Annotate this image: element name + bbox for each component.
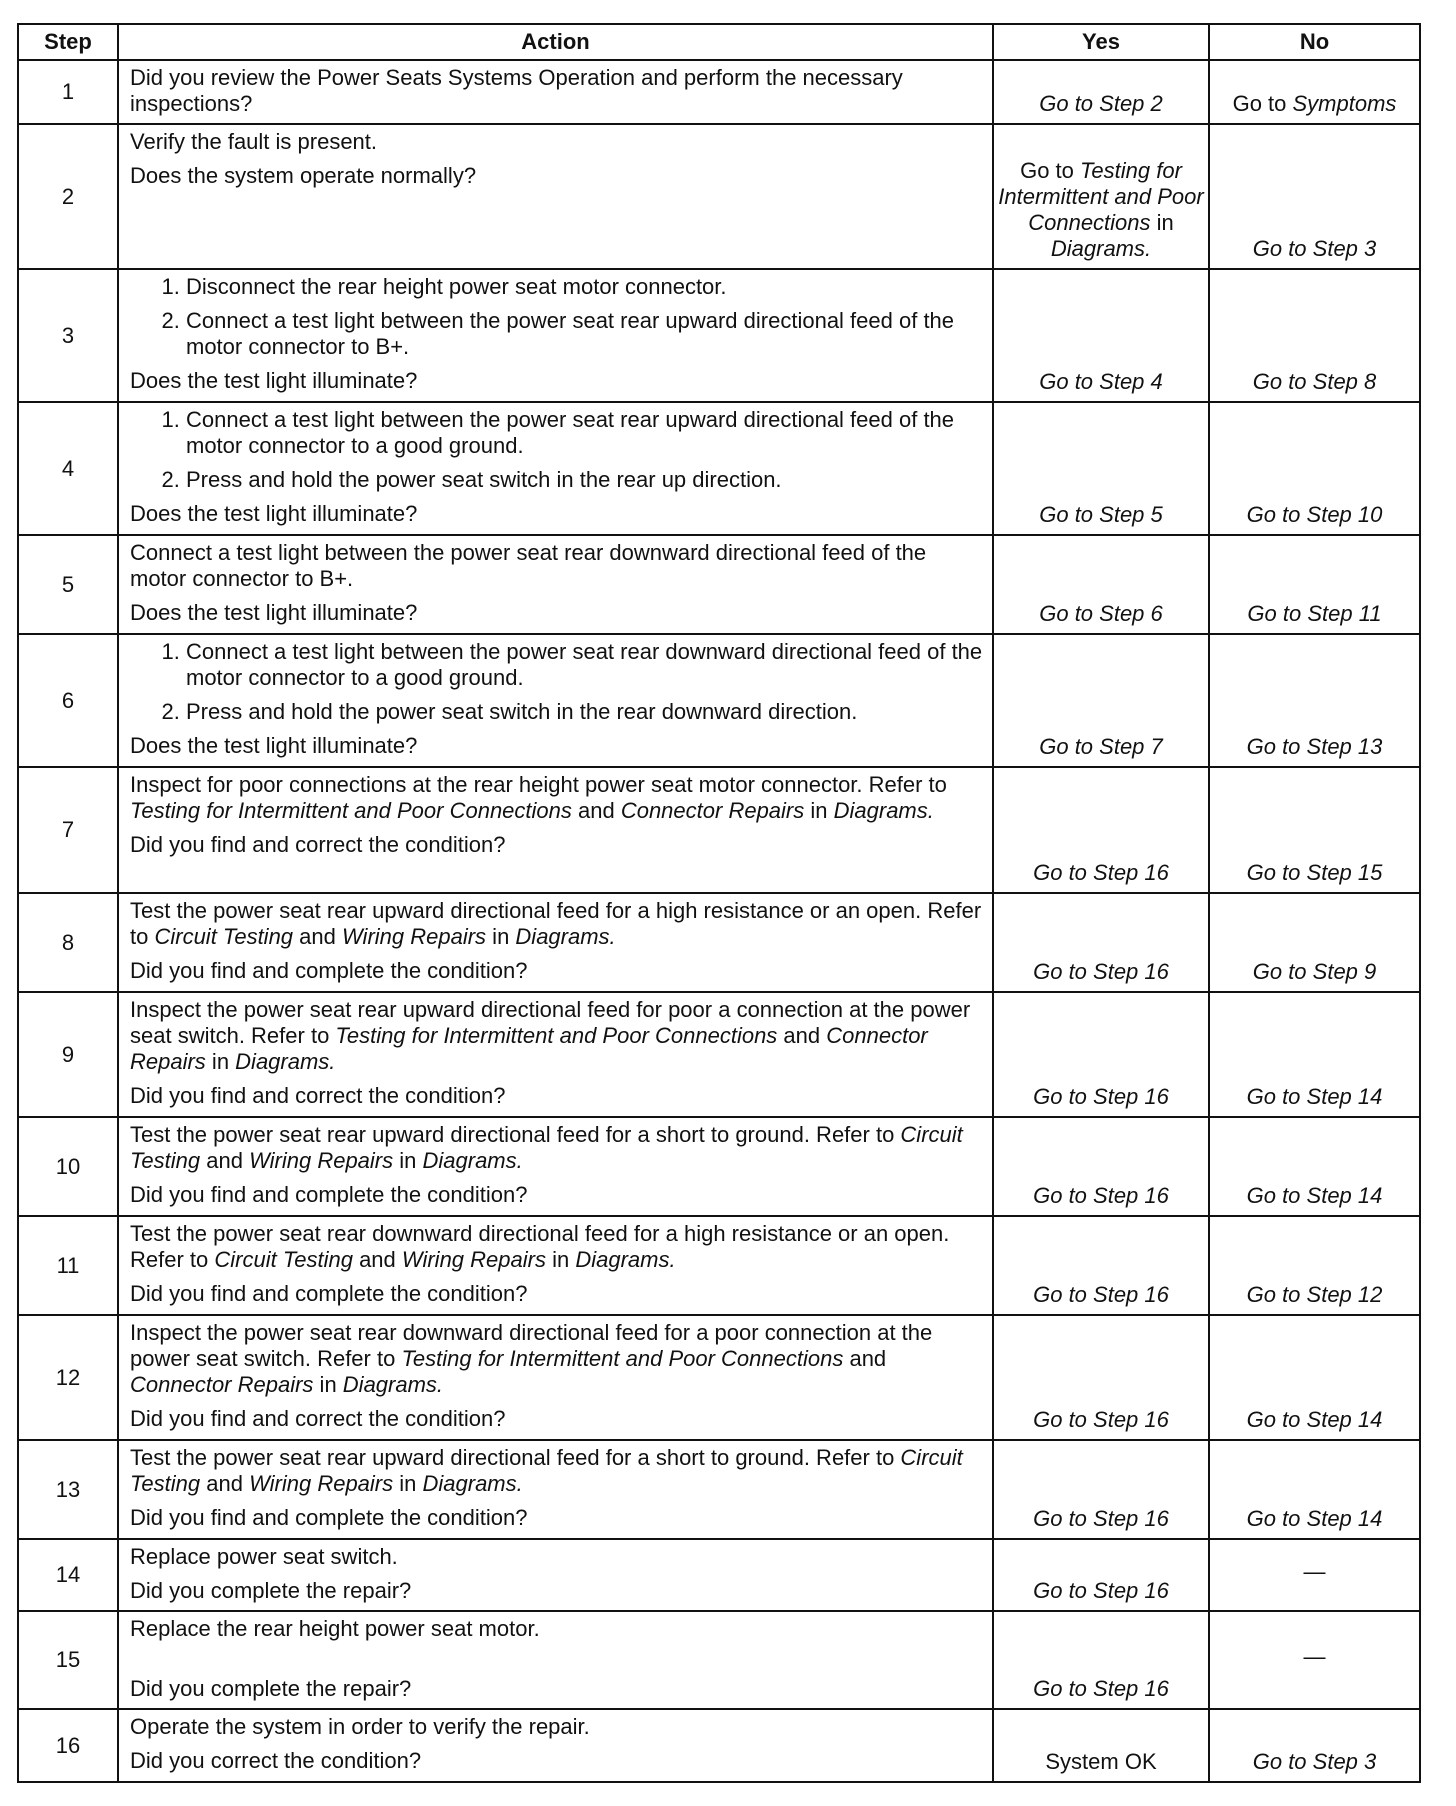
action-reference: Wiring Repairs xyxy=(401,1247,546,1272)
action-text-part: in xyxy=(545,1247,576,1272)
no-cell xyxy=(1209,60,1420,124)
step-number: 1 xyxy=(18,60,118,124)
action-question: Does the test light illuminate? xyxy=(130,501,418,526)
action-step: 1. Connect a test light between the power seat rear upward directional feed of the motor connector to a good ground. xyxy=(186,407,986,459)
action-text-part: Test the power seat rear upward directional feed for a short to ground. Refer to xyxy=(130,1122,901,1147)
no-result-ref: Symptoms xyxy=(1292,91,1397,116)
action-reference: Circuit Testing xyxy=(214,1247,353,1272)
no-cell xyxy=(1209,992,1420,1117)
action-text: Verify the fault is present. xyxy=(130,129,378,154)
yes-result: Go to Step 4 xyxy=(1039,369,1163,394)
yes-result: Go to Step 2 xyxy=(1039,91,1163,116)
no-result: Go to Step 9 xyxy=(1252,959,1377,984)
table-row xyxy=(18,767,1420,893)
action-step: 1. Connect a test light between the power seat rear downward directional feed of the motor connector to a good ground. xyxy=(186,639,986,691)
no-cell xyxy=(1209,767,1420,893)
no-result-prefix: Go to xyxy=(1232,91,1293,116)
action-text-part: Inspect the power seat rear downward directional feed for a poor connection at the power seat switch. Refer to xyxy=(130,1320,933,1371)
step-number: 5 xyxy=(18,535,118,634)
yes-result: Go to Step 7 xyxy=(1039,734,1163,759)
no-result: Go to Step 8 xyxy=(1252,369,1377,394)
action-cell xyxy=(118,634,993,767)
action-reference: Testing for Intermittent and Poor Connections xyxy=(401,1346,844,1371)
no-result: Go to Step 10 xyxy=(1246,502,1383,527)
table-row xyxy=(18,992,1420,1117)
yes-result-prefix: Go to xyxy=(1020,158,1080,183)
action-text xyxy=(130,772,986,824)
step-number: 4 xyxy=(18,402,118,535)
action-text-part: in xyxy=(486,924,516,949)
no-cell xyxy=(1209,402,1420,535)
action-step: 2. Press and hold the power seat switch in the rear up direction. xyxy=(186,467,986,493)
table-row xyxy=(18,124,1420,269)
action-cell xyxy=(118,269,993,402)
yes-cell xyxy=(993,1440,1209,1539)
header-yes: Yes xyxy=(993,24,1209,60)
action-reference: Wiring Repairs xyxy=(249,1148,394,1173)
action-text: Operate the system in order to verify the repair. xyxy=(130,1714,590,1739)
table-row xyxy=(18,634,1420,767)
action-reference: Circuit Testing xyxy=(130,1122,963,1173)
header-no: No xyxy=(1209,24,1420,60)
action-reference: Diagrams. xyxy=(235,1049,336,1074)
header-action: Action xyxy=(118,24,993,60)
no-result: — xyxy=(1303,1644,1326,1669)
step-number: 3 xyxy=(18,269,118,402)
table-row xyxy=(18,1611,1420,1709)
no-cell xyxy=(1209,1539,1420,1611)
yes-cell xyxy=(993,402,1209,535)
yes-cell xyxy=(993,1539,1209,1611)
yes-result: Go to Step 5 xyxy=(1039,502,1163,527)
action-question: Does the system operate normally? xyxy=(130,163,477,188)
action-steps xyxy=(130,274,986,360)
action-question: Does the test light illuminate? xyxy=(130,733,418,758)
action-text-part: Inspect the power seat rear upward directional feed for poor a connection at the power seat switch. Refer to xyxy=(130,997,971,1048)
action-reference: Testing for Intermittent and Poor Connections xyxy=(130,798,572,823)
action-text-part: and xyxy=(777,1023,827,1048)
action-reference: Testing for Intermittent and Poor Connections xyxy=(335,1023,778,1048)
action-question: Did you correct the condition? xyxy=(130,1748,422,1773)
table-row xyxy=(18,1440,1420,1539)
no-cell xyxy=(1209,1315,1420,1440)
step-number: 2 xyxy=(18,124,118,269)
action-step: 2. Connect a test light between the power seat rear upward directional feed of the motor connector to B+. xyxy=(186,308,986,360)
yes-result: Go to Step 16 xyxy=(1033,1183,1169,1208)
table-row xyxy=(18,535,1420,634)
action-question: Did you find and correct the condition? xyxy=(130,1083,506,1108)
action-text xyxy=(130,1221,986,1273)
action-cell xyxy=(118,1216,993,1315)
action-text-part: Test the power seat rear upward directional feed for a high resistance or an open. Refer to xyxy=(130,898,982,949)
action-text: Connect a test light between the power seat rear downward directional feed of the motor connector to B+. xyxy=(130,540,927,591)
action-text xyxy=(130,1445,986,1497)
action-text-part: in xyxy=(205,1049,236,1074)
yes-cell xyxy=(993,767,1209,893)
no-cell xyxy=(1209,124,1420,269)
action-reference: Wiring Repairs xyxy=(341,924,487,949)
step-number: 15 xyxy=(18,1611,118,1709)
action-steps xyxy=(130,639,986,725)
action-cell xyxy=(118,60,993,124)
action-text-part: and xyxy=(200,1471,250,1496)
yes-cell xyxy=(993,1611,1209,1709)
table-row xyxy=(18,1709,1420,1782)
action-text-part: and xyxy=(200,1148,250,1173)
step-number: 10 xyxy=(18,1117,118,1216)
yes-result: Go to Step 16 xyxy=(1033,1282,1169,1307)
header-step: Step xyxy=(18,24,118,60)
action-text: Replace the rear height power seat motor. xyxy=(130,1616,540,1641)
action-cell xyxy=(118,1709,993,1782)
yes-cell xyxy=(993,1216,1209,1315)
action-text-part: Test the power seat rear upward directional feed for a short to ground. Refer to xyxy=(130,1445,901,1470)
table-row xyxy=(18,1315,1420,1440)
action-steps xyxy=(130,407,986,493)
action-text-part: in xyxy=(313,1372,343,1397)
action-reference: Connector Repairs xyxy=(130,1023,928,1074)
table-row xyxy=(18,60,1420,124)
yes-result: Go to Step 16 xyxy=(1033,1084,1169,1109)
action-reference: Diagrams. xyxy=(342,1372,444,1397)
action-reference: Diagrams. xyxy=(422,1148,523,1173)
action-cell xyxy=(118,992,993,1117)
step-number: 9 xyxy=(18,992,118,1117)
yes-result-ref: Testing for Intermittent and Poor Connections xyxy=(998,158,1204,235)
no-cell xyxy=(1209,893,1420,992)
yes-cell xyxy=(993,893,1209,992)
action-text-part: in xyxy=(393,1148,423,1173)
table-row xyxy=(18,269,1420,402)
action-cell xyxy=(118,767,993,893)
step-number: 16 xyxy=(18,1709,118,1782)
action-question: Did you find and complete the condition? xyxy=(130,1505,528,1530)
action-reference: Diagrams. xyxy=(422,1471,523,1496)
action-reference: Circuit Testing xyxy=(130,1445,963,1496)
action-text xyxy=(130,1122,986,1174)
action-cell xyxy=(118,402,993,535)
action-reference: Diagrams. xyxy=(833,798,934,823)
no-result: — xyxy=(1303,1559,1326,1584)
no-cell xyxy=(1209,1709,1420,1782)
step-number: 11 xyxy=(18,1216,118,1315)
yes-result: Go to Step 16 xyxy=(1033,1676,1169,1701)
no-result: Go to Step 15 xyxy=(1246,860,1383,885)
no-result: Go to Step 14 xyxy=(1246,1084,1383,1109)
action-cell xyxy=(118,535,993,634)
step-number: 14 xyxy=(18,1539,118,1611)
action-text xyxy=(130,997,986,1075)
no-result: Go to Step 14 xyxy=(1246,1506,1383,1531)
action-question: Did you complete the repair? xyxy=(130,1578,412,1603)
action-question: Did you find and complete the condition? xyxy=(130,1182,528,1207)
action-question: Did you complete the repair? xyxy=(130,1676,412,1701)
no-cell xyxy=(1209,535,1420,634)
action-text-part: in xyxy=(804,798,834,823)
action-text-part: and xyxy=(843,1346,887,1371)
action-text: Did you review the Power Seats Systems Operation and perform the necessary inspections? xyxy=(130,65,903,116)
yes-cell xyxy=(993,535,1209,634)
yes-result: Go to Step 6 xyxy=(1039,601,1163,626)
action-step: 1. Disconnect the rear height power seat motor connector. xyxy=(186,274,986,300)
step-number: 6 xyxy=(18,634,118,767)
no-result: Go to Step 14 xyxy=(1246,1183,1383,1208)
yes-cell xyxy=(993,1117,1209,1216)
action-question: Did you find and complete the condition? xyxy=(130,1281,528,1306)
action-cell xyxy=(118,1117,993,1216)
action-reference: Connector Repairs xyxy=(130,1372,314,1397)
no-result: Go to Step 11 xyxy=(1247,601,1382,626)
no-cell xyxy=(1209,269,1420,402)
yes-result: Go to Step 16 xyxy=(1033,1506,1169,1531)
action-reference: Circuit Testing xyxy=(154,924,294,949)
table-row xyxy=(18,1216,1420,1315)
action-text-part: and xyxy=(571,798,621,823)
no-cell xyxy=(1209,634,1420,767)
yes-result: Go to Step 16 xyxy=(1033,959,1169,984)
action-reference: Connector Repairs xyxy=(620,798,805,823)
yes-result: Go to Step 16 xyxy=(1033,860,1169,885)
action-cell xyxy=(118,124,993,269)
step-number: 7 xyxy=(18,767,118,893)
step-number: 13 xyxy=(18,1440,118,1539)
action-text xyxy=(130,1320,986,1398)
action-text-part: Inspect for poor connections at the rear height power seat motor connector. Refer to xyxy=(130,772,947,797)
table-row xyxy=(18,1117,1420,1216)
yes-cell xyxy=(993,124,1209,269)
action-cell xyxy=(118,1440,993,1539)
action-text-part: and xyxy=(352,1247,402,1272)
no-result: Go to Step 3 xyxy=(1252,1749,1377,1774)
yes-result-ref2: Diagrams. xyxy=(1050,236,1152,261)
step-number: 8 xyxy=(18,893,118,992)
action-text xyxy=(130,898,986,950)
step-number: 12 xyxy=(18,1315,118,1440)
yes-cell xyxy=(993,1315,1209,1440)
yes-cell xyxy=(993,1709,1209,1782)
yes-cell xyxy=(993,269,1209,402)
no-cell xyxy=(1209,1216,1420,1315)
action-question: Does the test light illuminate? xyxy=(130,368,418,393)
action-reference: Wiring Repairs xyxy=(249,1471,394,1496)
yes-cell xyxy=(993,60,1209,124)
no-result: Go to Step 14 xyxy=(1246,1407,1383,1432)
table-row xyxy=(18,1539,1420,1611)
no-cell xyxy=(1209,1117,1420,1216)
action-question: Did you find and complete the condition? xyxy=(130,958,528,983)
no-cell xyxy=(1209,1440,1420,1539)
header-row xyxy=(18,24,1420,60)
action-cell xyxy=(118,1539,993,1611)
no-result: Go to Step 13 xyxy=(1246,734,1383,759)
no-result: Go to Step 12 xyxy=(1246,1282,1383,1307)
no-result: Go to Step 3 xyxy=(1252,236,1377,261)
action-text-part: Test the power seat rear downward directional feed for a high resistance or an open. Refer to xyxy=(130,1221,950,1272)
action-question: Did you find and correct the condition? xyxy=(130,832,506,857)
yes-result: Go to Step 16 xyxy=(1033,1407,1169,1432)
action-text-part: in xyxy=(393,1471,423,1496)
yes-cell xyxy=(993,992,1209,1117)
action-text: Replace power seat switch. xyxy=(130,1544,398,1569)
action-question: Did you find and correct the condition? xyxy=(130,1406,506,1431)
no-cell xyxy=(1209,1611,1420,1709)
diagnostic-table xyxy=(17,23,1421,1783)
table-row xyxy=(18,893,1420,992)
action-text-part: and xyxy=(293,924,342,949)
action-reference: Diagrams. xyxy=(515,924,616,949)
action-cell xyxy=(118,1611,993,1709)
table-row xyxy=(18,402,1420,535)
yes-result: Go to Step 16 xyxy=(1033,1578,1169,1603)
action-step: 2. Press and hold the power seat switch in the rear downward direction. xyxy=(186,699,986,725)
action-cell xyxy=(118,1315,993,1440)
action-question: Does the test light illuminate? xyxy=(130,600,418,625)
action-reference: Diagrams. xyxy=(575,1247,676,1272)
yes-cell xyxy=(993,634,1209,767)
yes-result-mid: in xyxy=(1150,210,1174,235)
action-cell xyxy=(118,893,993,992)
yes-result: System OK xyxy=(1045,1749,1157,1774)
